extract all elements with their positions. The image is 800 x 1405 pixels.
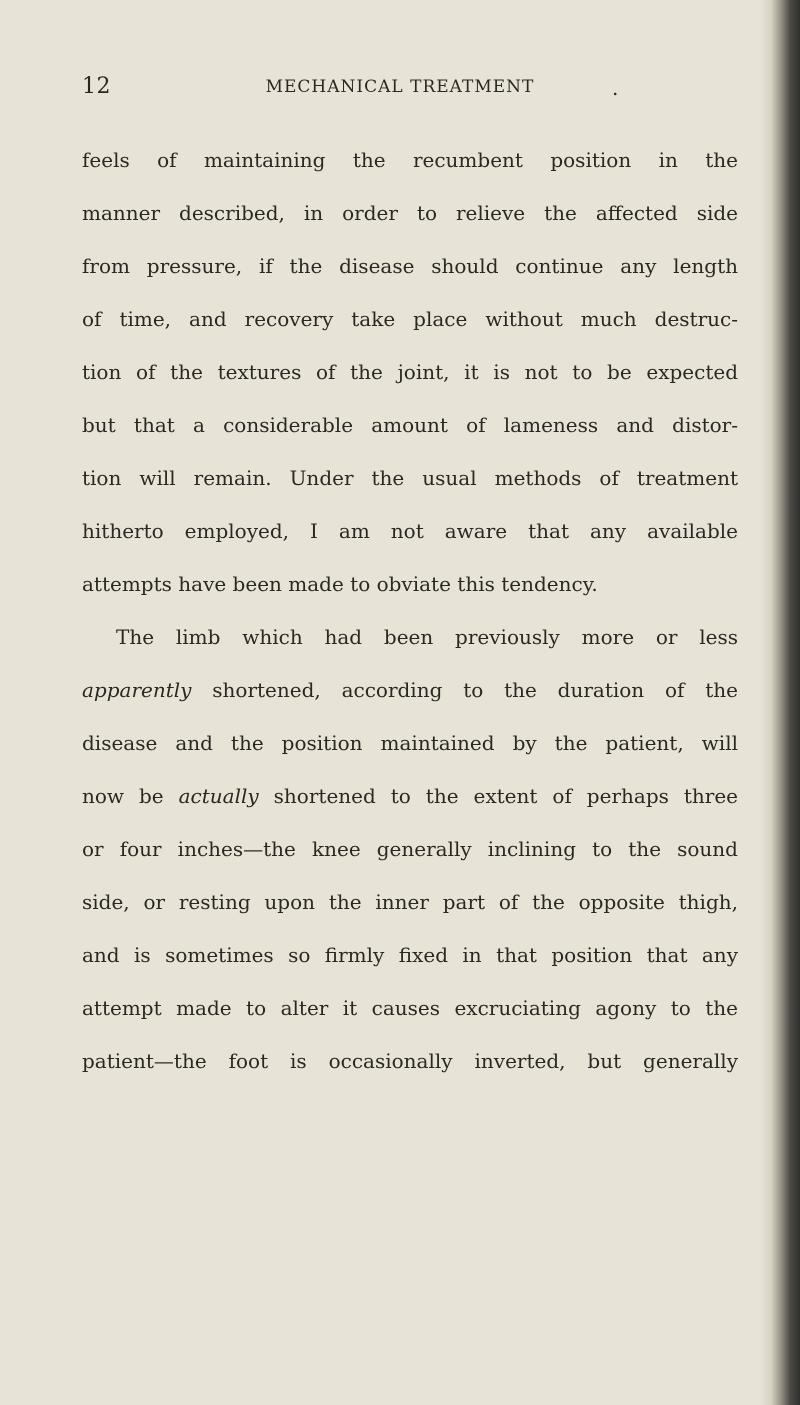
text-line: manner described, in order to relieve the affected side: [82, 201, 738, 225]
italic-word: actually: [178, 784, 259, 808]
text-fragment: shortened, according to the duration of the: [191, 678, 738, 702]
italic-word: apparently: [82, 678, 192, 702]
text-line: and is sometimes so firmly fixed in that position that any: [82, 943, 738, 967]
text-fragment: now be: [82, 784, 179, 808]
text-line: hitherto employed, I am not aware that any available: [82, 519, 738, 543]
page-number: 12: [82, 74, 111, 99]
text-line: [82, 664, 738, 717]
header-mark: .: [612, 76, 619, 100]
page-edge-shadow: [760, 0, 800, 1405]
paragraph-first-line: The limb which had been previously more or less: [116, 625, 738, 649]
text-fragment: shortened to the extent of perhaps three: [258, 784, 738, 808]
text-line: tion will remain. Under the usual methods of treatment: [82, 466, 738, 490]
text-line: but that a considerable amount of lameness and distor-: [82, 413, 738, 437]
text-line: from pressure, if the disease should continue any length: [82, 254, 738, 278]
text-line: or four inches—the knee generally inclining to the sound: [82, 837, 738, 861]
text-line: [82, 770, 738, 823]
text-line: tion of the textures of the joint, it is not to be expected: [82, 360, 738, 384]
running-head: [82, 74, 742, 102]
running-title: MECHANICAL TREATMENT: [265, 77, 535, 97]
text-line: feels of maintaining the recumbent position in the: [82, 148, 738, 172]
text-line: attempts have been made to obviate this tendency.: [82, 572, 598, 596]
text-line: side, or resting upon the inner part of the opposite thigh,: [82, 890, 738, 914]
body-text: [82, 134, 738, 1088]
text-line: of time, and recovery take place without much destruc-: [82, 307, 738, 331]
text-line: disease and the position maintained by the patient, will: [82, 731, 738, 755]
text-line: attempt made to alter it causes excruciating agony to the: [82, 996, 738, 1020]
text-line: patient—the foot is occasionally inverted, but generally: [82, 1049, 738, 1073]
